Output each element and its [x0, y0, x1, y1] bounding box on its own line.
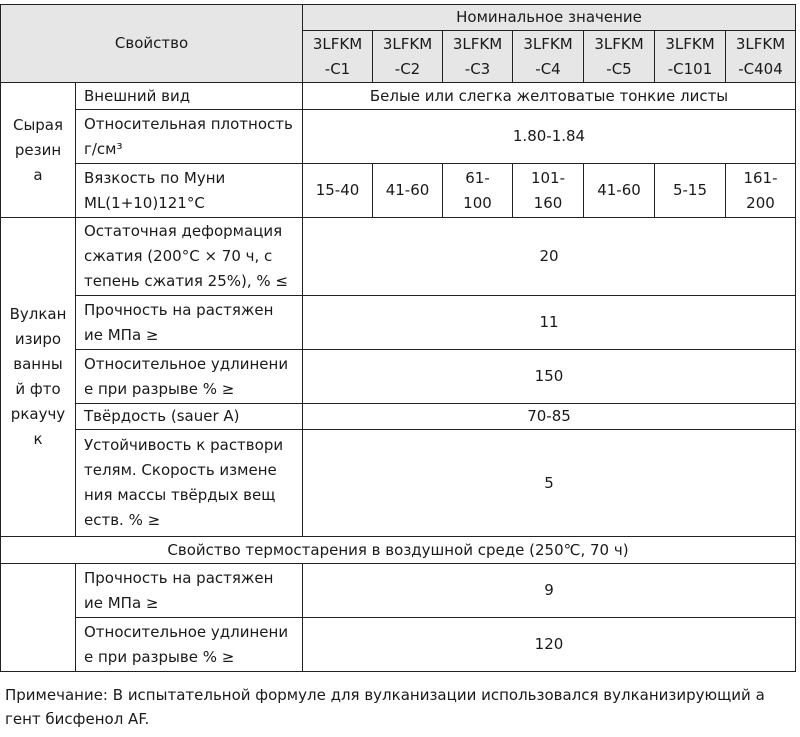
value-elongation: 150	[303, 350, 796, 404]
grade-c4	[513, 31, 584, 83]
text-line: -C1	[324, 59, 351, 78]
text-line: 3LFKM	[594, 34, 644, 53]
text-line: 3LFKM	[523, 34, 573, 53]
label-compression-set	[76, 218, 303, 296]
label-hardness	[76, 404, 303, 430]
text-line: Вулкан	[9, 305, 67, 323]
label-aged-elongation	[76, 618, 303, 672]
label-mooney	[76, 164, 303, 218]
text-line: 41-60	[597, 181, 641, 199]
text-line: 160	[533, 193, 563, 212]
grade-c404	[726, 31, 796, 83]
text-line: -C3	[464, 59, 491, 78]
label-density	[76, 110, 303, 164]
header-property: Свойство	[1, 5, 303, 83]
text-line: 3LFKM	[382, 34, 433, 53]
mooney-c5	[584, 164, 655, 218]
mooney-c2	[373, 164, 443, 218]
text-line: -C101	[667, 59, 713, 78]
text-line: е при разрыве % ≥	[84, 647, 235, 666]
mooney-c404	[726, 164, 796, 218]
text-line: ие МПа ≥	[84, 593, 159, 612]
text-line: еств. % ≥	[84, 511, 161, 529]
value-appearance: Белые или слегка желтоватые тонкие листы	[303, 83, 796, 110]
text-line: 3LFKM	[452, 34, 503, 53]
header-nominal: Номинальное значение	[303, 5, 796, 31]
text-line: ML(1+10)121°C	[84, 193, 205, 212]
value-tensile-strength: 11	[303, 296, 796, 350]
value-compression-set: 20	[303, 218, 796, 296]
text-line: 61-	[465, 168, 490, 187]
grade-c101	[655, 31, 726, 83]
text-line: 161-	[743, 168, 778, 187]
text-line: Устойчивость к раствори	[84, 436, 284, 454]
text-line: Вязкость по Муни	[84, 168, 226, 187]
text-line: сжатия (200°C × 70 ч, с	[84, 247, 273, 265]
aging-group-blank	[1, 564, 76, 672]
grade-c5	[584, 31, 655, 83]
text-line: резин	[14, 140, 62, 159]
text-line: Остаточная деформация	[84, 222, 283, 240]
text-line: к	[33, 430, 43, 448]
label-aged-tensile-strength	[76, 564, 303, 618]
text-line: а	[33, 165, 43, 184]
mooney-c101	[655, 164, 726, 218]
mooney-c1	[303, 164, 373, 218]
text-line: 3LFKM	[735, 34, 786, 53]
text-line: изиро	[14, 330, 62, 348]
label-tensile-strength	[76, 296, 303, 350]
value-aged-tensile-strength: 9	[303, 564, 796, 618]
text-line: -C2	[394, 59, 421, 78]
text-line: Относительная плотность	[84, 114, 293, 133]
text-line: -C4	[535, 59, 561, 78]
grade-c1	[303, 31, 373, 83]
aging-section-title: Свойство термостарения в воздушной среде (250℃, 70 ч)	[1, 537, 796, 564]
text-line: 41-60	[385, 181, 430, 199]
text-line: Прочность на растяжен	[84, 300, 274, 319]
text-line: ния массы твёрдых вещ	[84, 486, 276, 504]
text-line: -C5	[606, 59, 632, 78]
text-line: 15-40	[315, 181, 360, 199]
group-raw-rubber	[1, 83, 76, 218]
grade-c3	[443, 31, 513, 83]
grade-c2	[373, 31, 443, 83]
text-line: 5-15	[672, 181, 708, 199]
text-line: 3LFKM	[665, 34, 715, 53]
text-line: е при разрыве % ≥	[84, 379, 235, 398]
text-line: Относительное удлинени	[84, 354, 289, 373]
mooney-c4	[513, 164, 584, 218]
text-line: телям. Скорость измене	[84, 461, 277, 479]
text-line: -C404	[738, 59, 783, 78]
text-line: тепень сжатия 25%), % ≤	[84, 272, 288, 290]
group-vulcanized-fluororubber	[1, 218, 76, 537]
text-line: Твёрдость (sauer A)	[84, 407, 240, 425]
footnote: Примечание: В испытательной формуле для вулканизации использовался вулканизирующий а гент бисфенол AF.	[5, 686, 765, 728]
text-line: г/см³	[84, 139, 123, 158]
label-appearance	[76, 83, 303, 110]
properties-table	[0, 4, 796, 672]
text-line: ванны	[13, 355, 63, 373]
mooney-c3	[443, 164, 513, 218]
text-line: 3LFKM	[312, 34, 363, 53]
text-line: 200	[746, 193, 775, 212]
value-aged-elongation: 120	[303, 618, 796, 672]
text-line: Внешний вид	[84, 86, 191, 105]
text-line: 101-	[530, 168, 566, 187]
value-hardness: 70-85	[303, 404, 796, 430]
text-line: 100	[463, 193, 492, 212]
text-line: Сырая	[12, 115, 64, 134]
text-line: й фто	[15, 380, 61, 398]
value-solvent-resistance: 5	[303, 430, 796, 537]
label-elongation	[76, 350, 303, 404]
value-density: 1.80-1.84	[303, 110, 796, 164]
label-solvent-resistance	[76, 430, 303, 537]
text-line: Прочность на растяжен	[84, 568, 274, 587]
text-line: Относительное удлинени	[84, 622, 289, 641]
text-line: ие МПа ≥	[84, 325, 159, 344]
text-line: ркаучу	[10, 405, 66, 423]
